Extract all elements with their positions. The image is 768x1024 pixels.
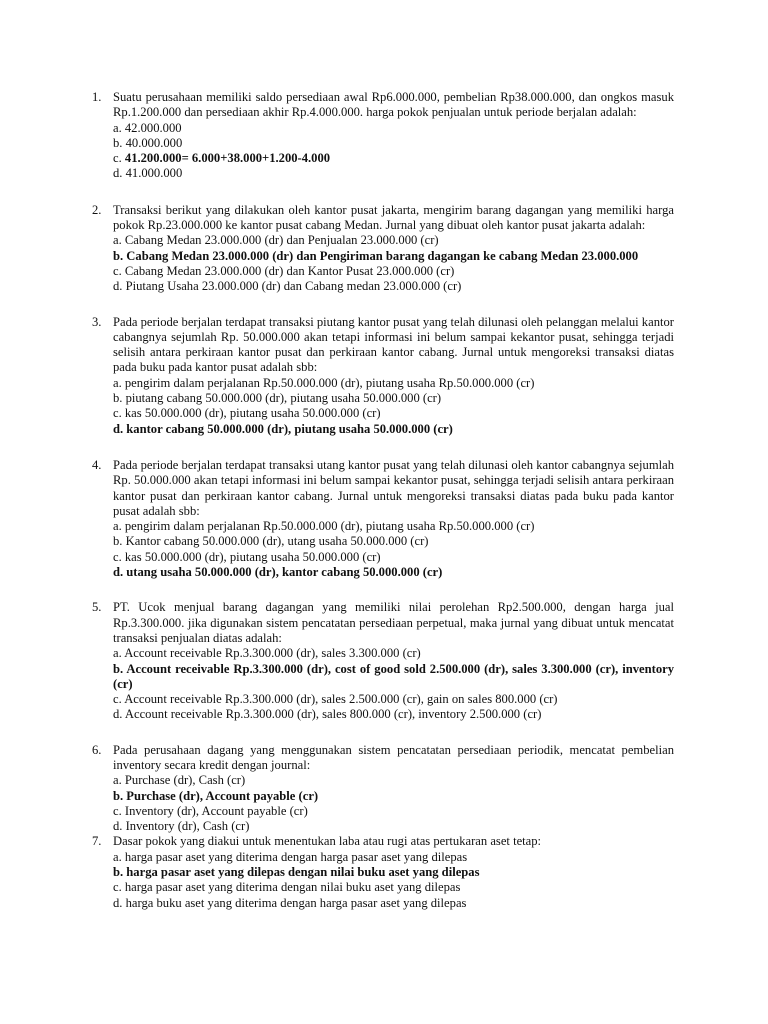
question-2 <box>92 203 674 295</box>
option-b-answer: b. Purchase (dr), Account payable (cr) <box>113 788 319 803</box>
document-page <box>92 90 674 911</box>
option-c-answer: 41.200.000= 6.000+38.000+1.200-4.000 <box>124 151 331 166</box>
option-a: a. harga pasar aset yang diterima dengan harga pasar aset yang dilepas <box>113 849 468 864</box>
question-3 <box>92 315 674 437</box>
option-b: b. 40.000.000 <box>113 135 183 150</box>
option-c: c. Account receivable Rp.3.300.000 (dr), sales 2.500.000 (cr), gain on sales 800.000 (cr) <box>113 692 558 707</box>
question-text: Suatu perusahaan memiliki saldo persediaan awal Rp6.000.000, pembelian Rp38.000.000, dan ongkos masuk Rp.1.200.000 dan persediaan akhir Rp.4.000.000. harga pokok penjualan untuk periode berjalan adalah: <box>113 90 674 120</box>
option-c: c. kas 50.000.000 (dr), piutang usaha 50.000.000 (cr) <box>113 549 381 564</box>
option-d: d. 41.000.000 <box>113 166 183 181</box>
question-5 <box>92 600 674 722</box>
question-text: Pada periode berjalan terdapat transaksi utang kantor pusat yang telah dilunasi oleh kantor cabangnya sejumlah Rp. 50.000.000 akan tetapi informasi ini belum sampai kekantor pusat, sehingga terjadi selisih antara perkiraan kantor pusat dan perkiraan kantor cabang. Jurnal untuk mengoreksi transaksi diatas pada buku pada kantor pusat adalah sbb: <box>113 457 674 518</box>
question-number: 5. <box>92 600 102 615</box>
option-d: d. Account receivable Rp.3.300.000 (dr), sales 800.000 (cr), inventory 2.500.000 (cr) <box>113 707 542 722</box>
question-text: Pada perusahaan dagang yang menggunakan sistem pencatatan persediaan periodik, mencatat pembelian inventory secara kredit dengan journal: <box>113 742 674 772</box>
option-a: a. Purchase (dr), Cash (cr) <box>113 773 246 788</box>
question-text: Pada periode berjalan terdapat transaksi piutang kantor pusat yang telah dilunasi oleh pelanggan melalui kantor cabangnya sejumlah Rp. 50.000.000 akan tetapi informasi ini belum sampai kekantor pusat, sehingga terjadi selisih antara perkiraan kantor pusat dan perkiraan kantor cabang. Jurnal untuk mengoreksi transaksi diatas pada buku pada kantor pusat adalah sbb: <box>113 314 674 375</box>
question-7 <box>92 834 674 910</box>
question-number: 7. <box>92 834 102 849</box>
question-1 <box>92 90 674 182</box>
question-text: PT. Ucok menjual barang dagangan yang memiliki nilai perolehan Rp2.500.000, dengan harga jual Rp.3.300.000. jika digunakan sistem pencatatan persediaan perpetual, maka jurnal yang dibuat untuk mencatat transaksi penjualan diatas adalah: <box>113 600 674 645</box>
question-number: 4. <box>92 457 102 472</box>
question-number: 6. <box>92 742 102 757</box>
question-number: 2. <box>92 202 102 217</box>
option-c: c. Inventory (dr), Account payable (cr) <box>113 803 308 818</box>
option-b-answer: b. Account receivable Rp.3.300.000 (dr), cost of good sold 2.500.000 (dr), sales 3.300.000 (cr), inventory (cr) <box>113 661 674 691</box>
option-a: a. pengirim dalam perjalanan Rp.50.000.000 (dr), piutang usaha Rp.50.000.000 (cr) <box>113 375 535 390</box>
option-b-answer: b. harga pasar aset yang dilepas dengan nilai buku aset yang dilepas <box>113 865 480 880</box>
question-6 <box>92 743 674 835</box>
question-4 <box>92 458 674 580</box>
option-d: d. Inventory (dr), Cash (cr) <box>113 819 250 834</box>
option-d: d. harga buku aset yang diterima dengan harga pasar aset yang dilepas <box>113 895 467 910</box>
option-c-prefix: c. <box>113 151 125 166</box>
option-a: a. Account receivable Rp.3.300.000 (dr), sales 3.300.000 (cr) <box>113 646 421 661</box>
option-b-answer: b. Cabang Medan 23.000.000 (dr) dan Pengiriman barang dagangan ke cabang Medan 23.000.000 <box>113 248 639 263</box>
option-c: c. Cabang Medan 23.000.000 (dr) dan Kantor Pusat 23.000.000 (cr) <box>113 263 455 278</box>
option-a: a. 42.000.000 <box>113 120 182 135</box>
option-d: d. Piutang Usaha 23.000.000 (dr) dan Cabang medan 23.000.000 (cr) <box>113 279 462 294</box>
option-b: b. Kantor cabang 50.000.000 (dr), utang usaha 50.000.000 (cr) <box>113 534 429 549</box>
option-a: a. Cabang Medan 23.000.000 (dr) dan Penjualan 23.000.000 (cr) <box>113 233 439 248</box>
question-text: Dasar pokok yang diakui untuk menentukan laba atau rugi atas pertukaran aset tetap: <box>113 834 542 849</box>
option-d-answer: d. utang usaha 50.000.000 (dr), kantor cabang 50.000.000 (cr) <box>113 565 443 580</box>
option-c: c. harga pasar aset yang diterima dengan nilai buku aset yang dilepas <box>113 880 461 895</box>
question-number: 1. <box>92 90 102 104</box>
option-c: c. kas 50.000.000 (dr), piutang usaha 50.000.000 (cr) <box>113 406 381 421</box>
option-d-answer: d. kantor cabang 50.000.000 (dr), piutang usaha 50.000.000 (cr) <box>113 421 453 436</box>
question-number: 3. <box>92 314 102 329</box>
option-a: a. pengirim dalam perjalanan Rp.50.000.000 (dr), piutang usaha Rp.50.000.000 (cr) <box>113 519 535 534</box>
option-c <box>113 151 674 166</box>
question-text: Transaksi berikut yang dilakukan oleh kantor pusat jakarta, mengirim barang dagangan yang memiliki harga pokok Rp.23.000.000 ke kantor pusat cabang Medan. Jurnal yang dibuat oleh kantor pusat jakarta adalah: <box>113 202 674 233</box>
option-b: b. piutang cabang 50.000.000 (dr), piutang usaha 50.000.000 (cr) <box>113 391 442 406</box>
